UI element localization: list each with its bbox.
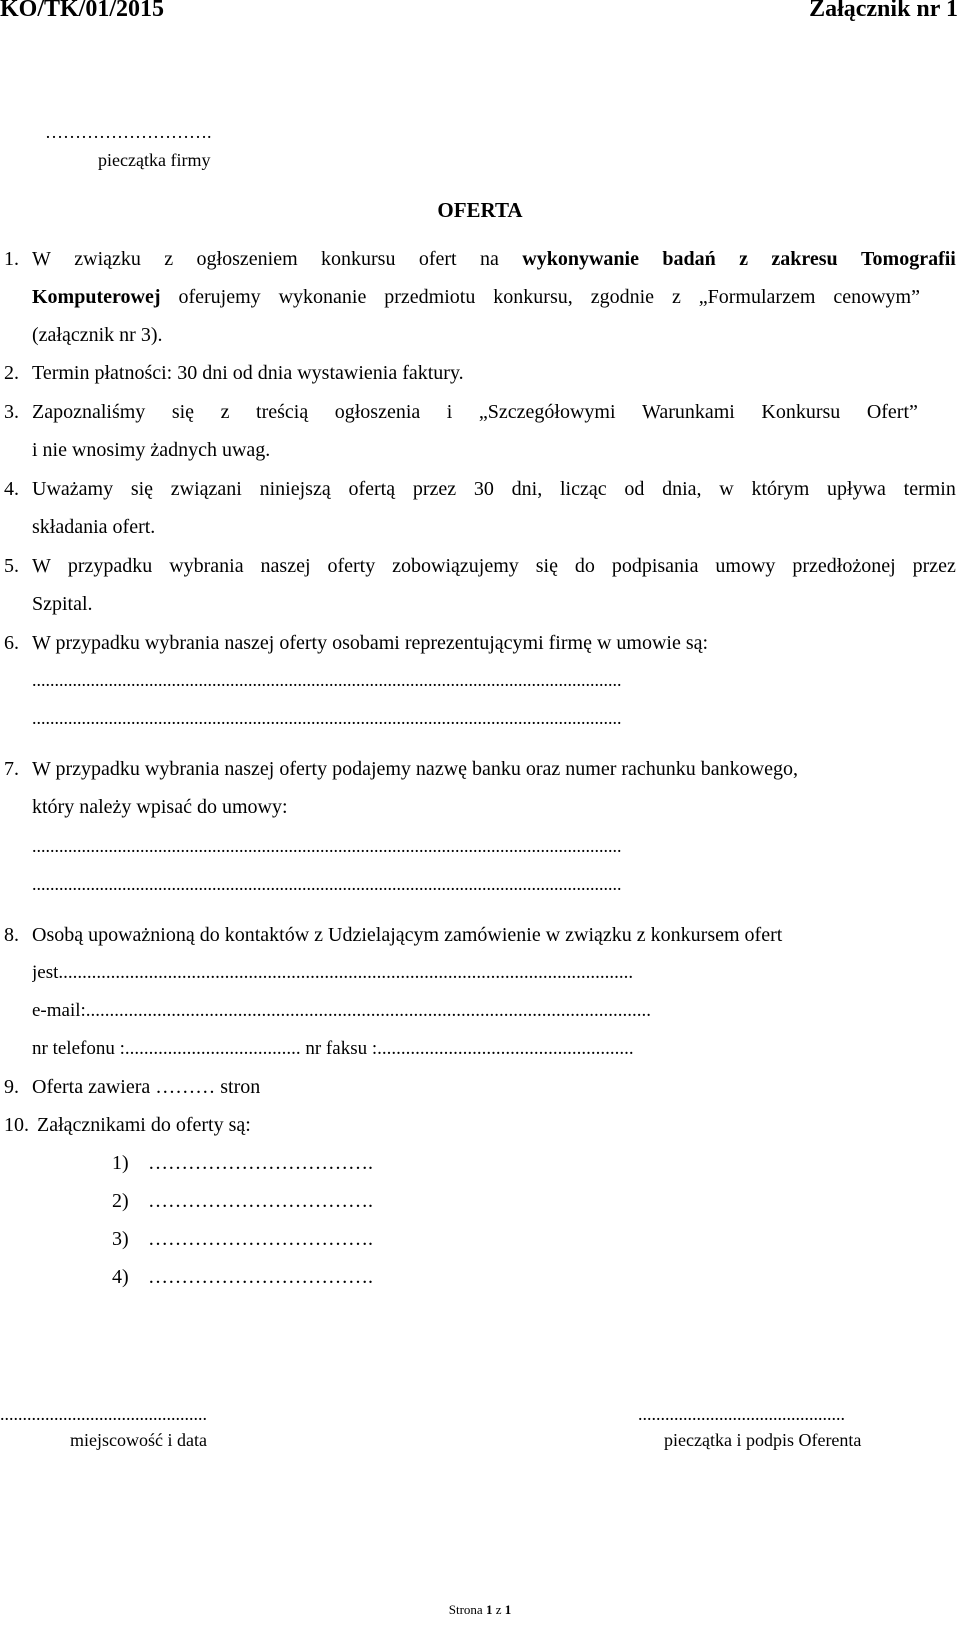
item-1-line-2: [32, 286, 920, 309]
word: W: [32, 248, 51, 270]
word: oferty: [327, 555, 376, 577]
item-9-number: 9.: [4, 1076, 19, 1098]
item-8-contact-person: jest.........................................................................................................................: [32, 962, 634, 983]
word: Konkursu: [761, 401, 841, 423]
item-6-number: 6.: [4, 632, 19, 654]
item-3-number: 3.: [4, 401, 19, 423]
item-4-number: 4.: [4, 478, 19, 500]
attachment-entry-dots: …………………………….: [148, 1266, 373, 1288]
word: związku: [74, 248, 141, 270]
item-4-line-1: [32, 478, 956, 501]
item-7-number: 7.: [4, 758, 19, 780]
word: cenowym”: [833, 286, 920, 308]
stamp-signature-dots: ..............................................: [638, 1404, 845, 1424]
item-6-blank-line-1: ...................................................................................................................................: [32, 670, 622, 690]
item-5-line-2: Szpital.: [32, 593, 93, 615]
word: wybrania: [169, 555, 244, 577]
word: dnia,: [662, 478, 702, 500]
word: „Szczegółowymi: [478, 401, 616, 423]
item-8-email: e-mail:.......................................................................................................................: [32, 1000, 652, 1021]
word: związani: [170, 478, 242, 500]
word: się: [171, 401, 195, 423]
bold-word: badań: [662, 248, 716, 270]
bold-word: zakresu: [771, 248, 838, 270]
stamp-signature-label: pieczątka i podpis Oferenta: [664, 1430, 862, 1450]
word: z: [220, 401, 230, 423]
word: wykonanie: [278, 286, 367, 308]
stamp-dots: ……………………….: [45, 122, 212, 142]
word: termin: [903, 478, 956, 500]
word: „Formularzem: [698, 286, 816, 308]
word: naszej: [260, 555, 311, 577]
word: dni,: [511, 478, 543, 500]
word: Uważamy: [32, 478, 114, 500]
page-label: Strona: [448, 1602, 483, 1617]
item-3-line-2: i nie wnosimy żadnych uwag.: [32, 439, 271, 461]
item-7-blank-line-1: ...................................................................................................................................: [32, 836, 622, 856]
word: konkursu,: [493, 286, 573, 308]
item-6-blank-line-2: ...................................................................................................................................: [32, 708, 622, 728]
word: przedłożonej: [792, 555, 896, 577]
place-date-label: miejscowość i data: [70, 1430, 207, 1450]
word: i: [446, 401, 453, 423]
word: przypadku: [67, 555, 153, 577]
attachment-entry-dots: …………………………….: [148, 1190, 373, 1212]
item-9-text: Oferta zawiera ……… stron: [32, 1076, 261, 1098]
word: Ofert”: [866, 401, 918, 423]
item-5-line-1: [32, 555, 956, 578]
item-8-phone-fax: nr telefonu :..................................... nr faksu :......................................................: [32, 1038, 634, 1059]
attachment-label: Załącznik nr 1: [809, 0, 958, 22]
word: przez: [412, 478, 457, 500]
attachment-entry-number: 4): [112, 1266, 129, 1288]
item-2-text: Termin płatności: 30 dni od dnia wystawienia faktury.: [32, 362, 464, 384]
word: upływa: [827, 478, 886, 500]
item-8-number: 8.: [4, 924, 19, 946]
item-4-line-2: składania ofert.: [32, 516, 156, 538]
word: zgodnie: [590, 286, 654, 308]
word: Warunkami: [642, 401, 735, 423]
item-2-number: 2.: [4, 362, 19, 384]
word: przez: [912, 555, 956, 577]
word: przedmiotu: [384, 286, 476, 308]
item-7-line-1: W przypadku wybrania naszej oferty podajemy nazwę banku oraz numer rachunku bankowego,: [32, 758, 799, 780]
attachment-entry-number: 2): [112, 1190, 129, 1212]
word: 30: [473, 478, 494, 500]
item-1-line-1: [32, 248, 956, 271]
word: do: [574, 555, 595, 577]
current-page: 1: [485, 1602, 493, 1617]
word: się: [130, 478, 154, 500]
word: treścią: [256, 401, 309, 423]
word: z: [671, 286, 681, 308]
word: ogłoszeniem: [196, 248, 298, 270]
word: na: [479, 248, 499, 270]
item-10-text: Załącznikami do oferty są:: [37, 1114, 251, 1136]
bold-word: Komputerowej: [32, 286, 161, 308]
word: się: [535, 555, 558, 577]
word: zobowiązujemy: [392, 555, 519, 577]
word: podpisania: [611, 555, 699, 577]
word: licząc: [559, 478, 607, 500]
page-separator: z: [495, 1602, 502, 1617]
bold-word: wykonywanie: [522, 248, 639, 270]
item-1-number: 1.: [4, 248, 19, 270]
word: od: [624, 478, 645, 500]
document-reference: KO/TK/01/2015: [0, 0, 165, 22]
attachment-entry-number: 3): [112, 1228, 129, 1250]
word: ogłoszenia: [334, 401, 421, 423]
word: ofert: [418, 248, 457, 270]
word: z: [164, 248, 174, 270]
bold-word: Tomografii: [861, 248, 956, 270]
word: ofertą: [348, 478, 396, 500]
item-1-line-3: (załącznik nr 3).: [32, 324, 163, 346]
page-title: OFERTA: [437, 198, 523, 222]
place-date-dots: ..............................................: [0, 1404, 207, 1424]
attachment-entry-number: 1): [112, 1152, 129, 1174]
item-6-text: W przypadku wybrania naszej oferty osobami reprezentującymi firmę w umowie są:: [32, 632, 709, 654]
word: w: [719, 478, 734, 500]
item-7-blank-line-2: ...................................................................................................................................: [32, 874, 622, 894]
word: W: [32, 555, 51, 577]
total-pages: 1: [504, 1602, 512, 1617]
stamp-label: pieczątka firmy: [98, 150, 211, 170]
item-3-line-1: [32, 401, 918, 424]
word: niniejszą: [259, 478, 331, 500]
word: Zapoznaliśmy: [32, 401, 146, 423]
item-5-number: 5.: [4, 555, 19, 577]
word: umowy: [715, 555, 776, 577]
page-number: [0, 1602, 960, 1618]
word: oferujemy: [178, 286, 261, 308]
attachment-entry-dots: …………………………….: [148, 1152, 373, 1174]
item-8-line-1: Osobą upoważnioną do kontaktów z Udzielającym zamówienie w związku z konkursem ofert: [32, 924, 783, 946]
item-10-number: 10.: [4, 1114, 29, 1136]
item-7-line-2: który należy wpisać do umowy:: [32, 796, 288, 818]
word: konkursu: [321, 248, 396, 270]
bold-word: z: [739, 248, 748, 270]
attachment-entry-dots: …………………………….: [148, 1228, 373, 1250]
word: którym: [751, 478, 810, 500]
